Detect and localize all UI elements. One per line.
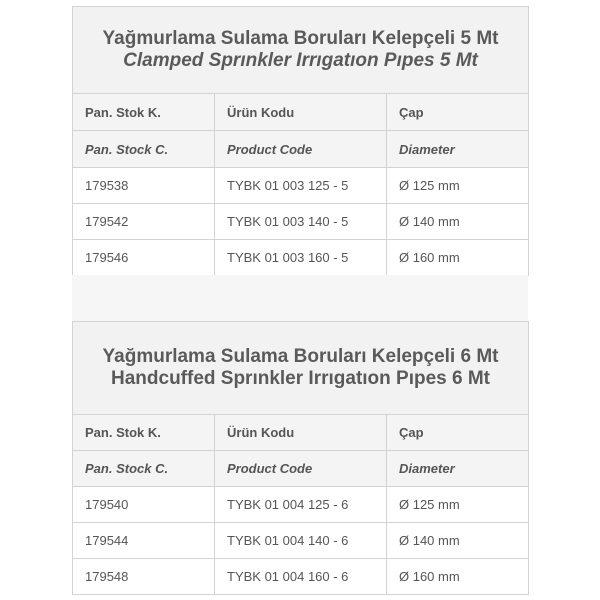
stock-code-cell: 179548 <box>73 559 215 595</box>
column-header-diameter: Çap <box>387 94 529 131</box>
column-header-stock-en: Pan. Stock C. <box>73 451 215 487</box>
header-row-english <box>73 131 529 168</box>
column-header-diameter: Çap <box>387 415 529 451</box>
table-title-row <box>73 322 529 415</box>
product-table-5mt <box>72 6 529 276</box>
diameter-cell: Ø 160 mm <box>387 240 529 276</box>
table-row <box>73 168 529 204</box>
product-code-cell: TYBK 01 003 125 - 5 <box>215 168 387 204</box>
stock-code-cell: 179544 <box>73 523 215 559</box>
product-code-cell: TYBK 01 004 160 - 6 <box>215 559 387 595</box>
column-header-stock: Pan. Stok K. <box>73 94 215 131</box>
table-title <box>73 322 529 415</box>
stock-code-cell: 179542 <box>73 204 215 240</box>
table-row <box>73 487 529 523</box>
product-code-cell: TYBK 01 004 140 - 6 <box>215 523 387 559</box>
title-english: Handcuffed Sprınkler Irrıgatıon Pıpes 6 Mt <box>111 368 491 389</box>
table-separator <box>72 275 528 321</box>
diameter-cell: Ø 125 mm <box>387 168 529 204</box>
column-header-diameter-en: Diameter <box>387 451 529 487</box>
table-title <box>73 7 529 94</box>
header-row-turkish <box>73 415 529 451</box>
column-header-stock: Pan. Stok K. <box>73 415 215 451</box>
column-header-code: Ürün Kodu <box>215 94 387 131</box>
stock-code-cell: 179546 <box>73 240 215 276</box>
product-code-cell: TYBK 01 003 160 - 5 <box>215 240 387 276</box>
title-turkish: Yağmurlama Sulama Boruları Kelepçeli 5 Mt <box>102 28 499 49</box>
diameter-cell: Ø 160 mm <box>387 559 529 595</box>
header-row-english <box>73 451 529 487</box>
product-code-cell: TYBK 01 004 125 - 6 <box>215 487 387 523</box>
product-code-cell: TYBK 01 003 140 - 5 <box>215 204 387 240</box>
diameter-cell: Ø 125 mm <box>387 487 529 523</box>
table-title-row <box>73 7 529 94</box>
product-table-6mt <box>72 321 529 595</box>
table-row <box>73 559 529 595</box>
title-english: Clamped Sprınkler Irrıgatıon Pıpes 5 Mt <box>123 50 478 71</box>
title-turkish: Yağmurlama Sulama Boruları Kelepçeli 6 Mt <box>102 346 499 367</box>
column-header-code: Ürün Kodu <box>215 415 387 451</box>
column-header-diameter-en: Diameter <box>387 131 529 168</box>
stock-code-cell: 179540 <box>73 487 215 523</box>
column-header-code-en: Product Code <box>215 451 387 487</box>
diameter-cell: Ø 140 mm <box>387 523 529 559</box>
diameter-cell: Ø 140 mm <box>387 204 529 240</box>
table-row <box>73 523 529 559</box>
column-header-stock-en: Pan. Stock C. <box>73 131 215 168</box>
table-row <box>73 204 529 240</box>
stock-code-cell: 179538 <box>73 168 215 204</box>
table-row <box>73 240 529 276</box>
header-row-turkish <box>73 94 529 131</box>
column-header-code-en: Product Code <box>215 131 387 168</box>
